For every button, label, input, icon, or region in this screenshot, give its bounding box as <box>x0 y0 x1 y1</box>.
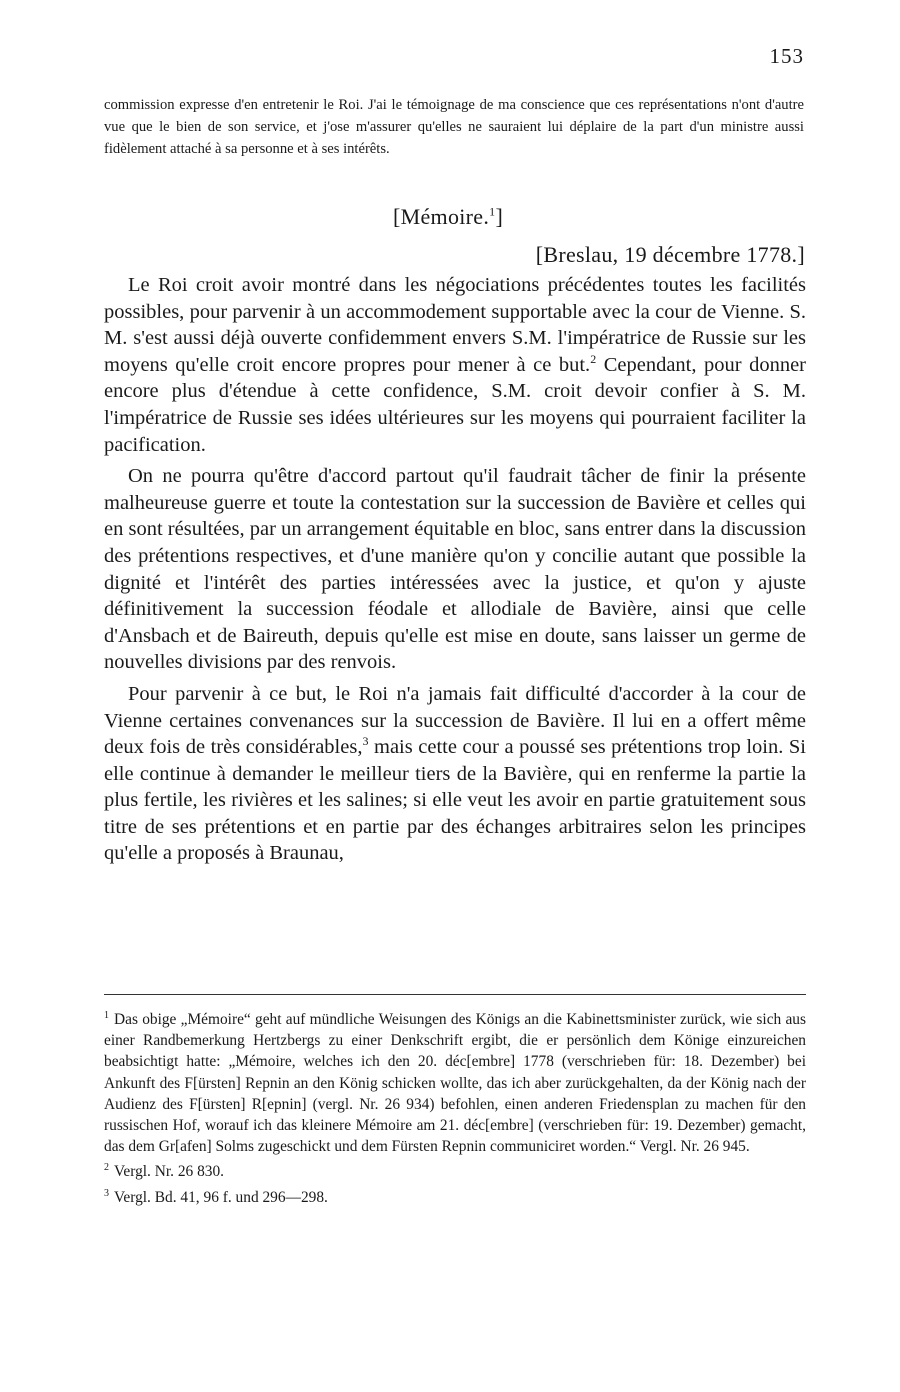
footnote-ref-2: 2 <box>590 351 597 366</box>
paragraph-3-text-a: Pour parvenir à ce but, le Roi n'a jamais fait difficulté d'accorder à la cour de Vienne certaines convenances sur la succession de Bavière. Il lui en a offert même deux fois de très considérables, <box>104 682 806 759</box>
footnote-divider <box>104 994 806 995</box>
preface-text <box>104 94 804 160</box>
footnote-3-text: Vergl. Bd. 41, 96 f. und 296—298. <box>114 1188 328 1206</box>
footnote-3 <box>104 1183 806 1208</box>
footnote-3-mark: 3 <box>104 1187 109 1199</box>
paragraph-1-text-a: Le Roi croit avoir montré dans les négociations précédentes toutes les facilités possibles, pour parvenir à un accommodement supportable avec la cour de Vienne. S. M. s'est aussi déjà ouverte confidemment envers S.M. l'impératrice de Russie sur les moyens qu'elle croit encore propres pour mener à ce but. <box>104 274 806 376</box>
footnote-2-text: Vergl. Nr. 26 830. <box>114 1163 225 1181</box>
main-text <box>104 272 806 872</box>
dateline: [Breslau, 19 décembre 1778.] <box>535 242 805 267</box>
footnote-ref-3: 3 <box>362 734 369 749</box>
footnote-1 <box>104 1005 806 1157</box>
footnote-ref-1: 1 <box>489 204 496 219</box>
paragraph-1-text-b: Cependant, pour donner encore plus d'étendue à cette confidence, S.M. croit devoir confier à S. M. l'impératrice de Russie ses idées ultérieures sur les moyens qui pourraient faciliter la pacification. <box>104 353 806 456</box>
page-number: 153 <box>769 44 804 68</box>
footnotes <box>104 1005 806 1208</box>
memoire-title-close: ] <box>495 204 504 229</box>
footnote-2 <box>104 1157 806 1182</box>
footnote-1-text: Das obige „Mémoire“ geht auf mündliche Weisungen des Königs an die Kabinettsminister zurück, wie sich aus einer Randbemerkung Hertzbergs zu einer Denkschrift ergibt, die er persönlich dem Könige einzureichen beabsichtigt hatte: „Mémoire, welches ich den 20. déc[embre] 1778 (verschrieben für: 18. Dezember) bei Ankunft des F[ürsten] Repnin an den König schicken wollte, das ich aber zurückgehalten, da der König nach der Audienz des F[ürsten] R[epnin] (vergl. Nr. 26 934) befohlen, einen anderen Friedensplan zu machen für den russischen Hof, worauf ich das kleinere Mémoire am 21. déc[embre] (verschrieben für: 19. Dezember) gemacht, das dem Gr[afen] Solms zugeschickt und dem Fürsten Repnin communiciret worden.“ Vergl. Nr. 26 945. <box>104 1011 806 1156</box>
paragraph-3-text-b: mais cette cour a poussé ses prétentions trop loin. Si elle continue à demander le meilleur tiers de la Bavière, qui en renferme la partie la plus fertile, les rivières et les salines; si elle veut les avoir en partie gratuitement sous titre de ses prétentions et en partie par des échanges arbitraires selon les principes qu'elle a proposés à Braunau, <box>104 736 806 865</box>
memoire-heading <box>393 204 503 230</box>
paragraph-2-text: On ne pourra qu'être d'accord partout qu'il faudrait tâcher de finir la présente malheureuse guerre et toute la contestation sur la succession de Bavière et celles qui en sont résultées, par un arrangement équitable en bloc, sans entrer dans la discussion des prétentions respectives, et d'une manière qu'on y concilie autant que possible la dignité et l'intérêt des parties intéressées avec la justice, et qu'on y ajuste définitivement la succession féodale et allodiale de Bavière, ainsi que celle d'Ansbach et de Baireuth, depuis qu'elle est mise en doute, sans laisser un germe de nouvelles divisions par des renvois. <box>104 465 806 674</box>
footnote-1-mark: 1 <box>104 1010 109 1021</box>
paragraph-1 <box>104 272 806 458</box>
paragraph-3 <box>104 681 806 867</box>
memoire-title: [Mémoire. <box>393 204 490 229</box>
paragraph-2 <box>104 463 806 676</box>
preface-paragraph: commission expresse d'en entretenir le Roi. J'ai le témoignage de ma conscience que ces représentations n'ont d'autre vue que le bien de son service, et j'ose m'assurer qu'elles ne sauraient lui déplaire de la part d'un ministre aussi fidèlement attaché à sa personne et à ses intérêts. <box>104 97 804 157</box>
footnote-2-mark: 2 <box>104 1162 109 1174</box>
